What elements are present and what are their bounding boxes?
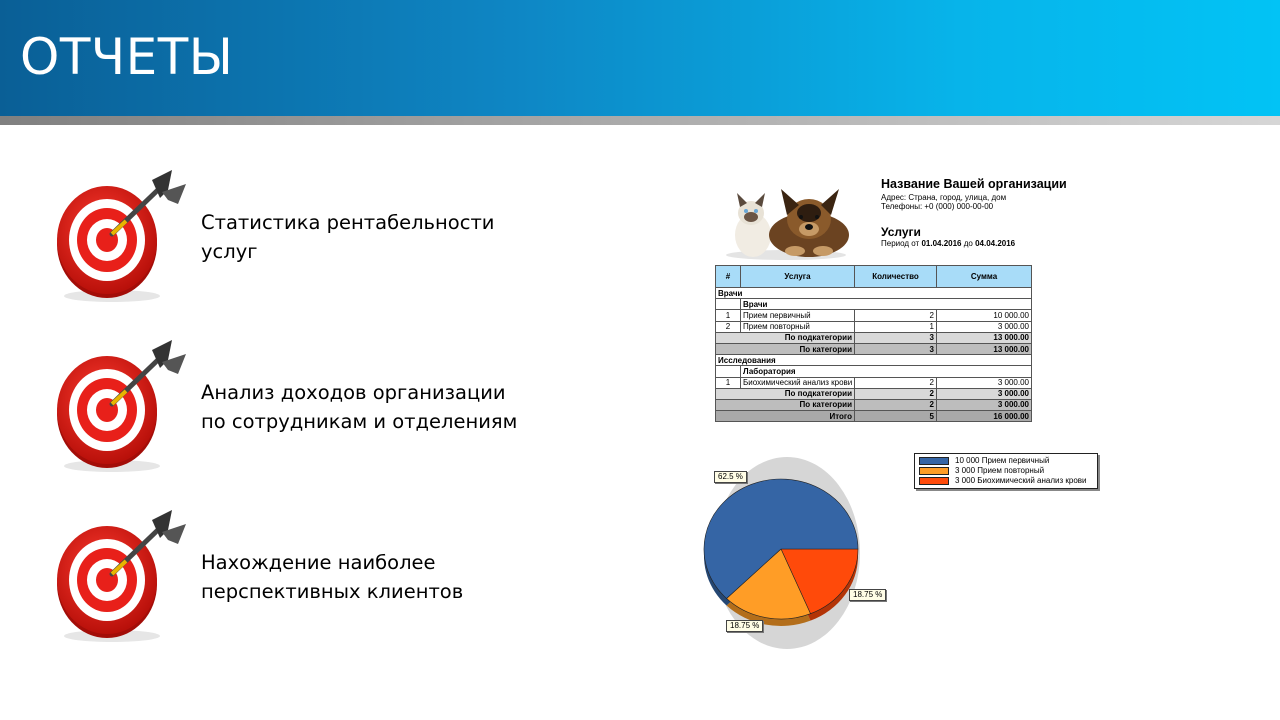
column-header: Услуга	[741, 266, 855, 288]
legend-swatch	[919, 477, 949, 485]
bullet-item	[52, 508, 532, 648]
pie-percent-label: 18.75 %	[849, 589, 886, 601]
table-header-row	[716, 266, 1032, 288]
page-title: ОТЧЕТЫ	[20, 28, 234, 86]
bullet-text: Статистика рентабельности услуг	[201, 211, 495, 263]
organization-address: Адрес: Страна, город, улица, дом	[881, 193, 1007, 202]
report-title: Услуги	[881, 225, 921, 239]
table-row: 1 Биохимический анализ крови 2 3 000.00	[716, 377, 1032, 388]
bullet-text: Анализ доходов организации по сотрудникам и отделениям	[201, 381, 518, 433]
services-report	[715, 175, 1067, 425]
services-table	[715, 265, 1032, 422]
column-header: Количество	[855, 266, 937, 288]
legend-swatch	[919, 467, 949, 475]
subcategory-row: Лаборатория	[716, 366, 1032, 377]
target-dart-icon	[52, 508, 192, 648]
organization-phones: Телефоны: +0 (000) 000-00-00	[881, 202, 994, 211]
organization-name: Название Вашей организации	[881, 177, 1067, 191]
target-dart-icon	[52, 168, 192, 308]
pie-percent-label: 62.5 %	[714, 471, 747, 483]
header-divider	[0, 116, 1280, 125]
target-dart-icon	[52, 338, 192, 478]
pie-percent-label: 18.75 %	[726, 620, 763, 632]
category-total-row: По категории 3 13 000.00	[716, 343, 1032, 354]
category-row: Врачи	[716, 288, 1032, 299]
table-row: 1 Прием первичный 2 10 000.00	[716, 310, 1032, 321]
bullet-item	[52, 168, 532, 308]
column-header: #	[716, 266, 741, 288]
category-row: Исследования	[716, 355, 1032, 366]
category-total-row: По категории 2 3 000.00	[716, 399, 1032, 410]
table-row: 2 Прием повторный 1 3 000.00	[716, 321, 1032, 332]
subcategory-row: Врачи	[716, 299, 1032, 310]
chart-legend: 10 000 Прием первичный 3 000 Прием повторный 3 000 Биохимический анализ крови	[914, 453, 1098, 489]
subcategory-total-row: По подкатегории 3 13 000.00	[716, 332, 1032, 343]
bullet-item	[52, 338, 532, 478]
grand-total-row: Итого 5 16 000.00	[716, 411, 1032, 422]
column-header: Сумма	[937, 266, 1032, 288]
subcategory-total-row: По подкатегории 2 3 000.00	[716, 388, 1032, 399]
report-period: Период от 01.04.2016 до 04.04.2016	[881, 239, 1016, 248]
bullet-text: Нахождение наиболее перспективных клиентов	[201, 551, 464, 603]
legend-swatch	[919, 457, 949, 465]
cat-and-dog-image	[721, 183, 851, 261]
